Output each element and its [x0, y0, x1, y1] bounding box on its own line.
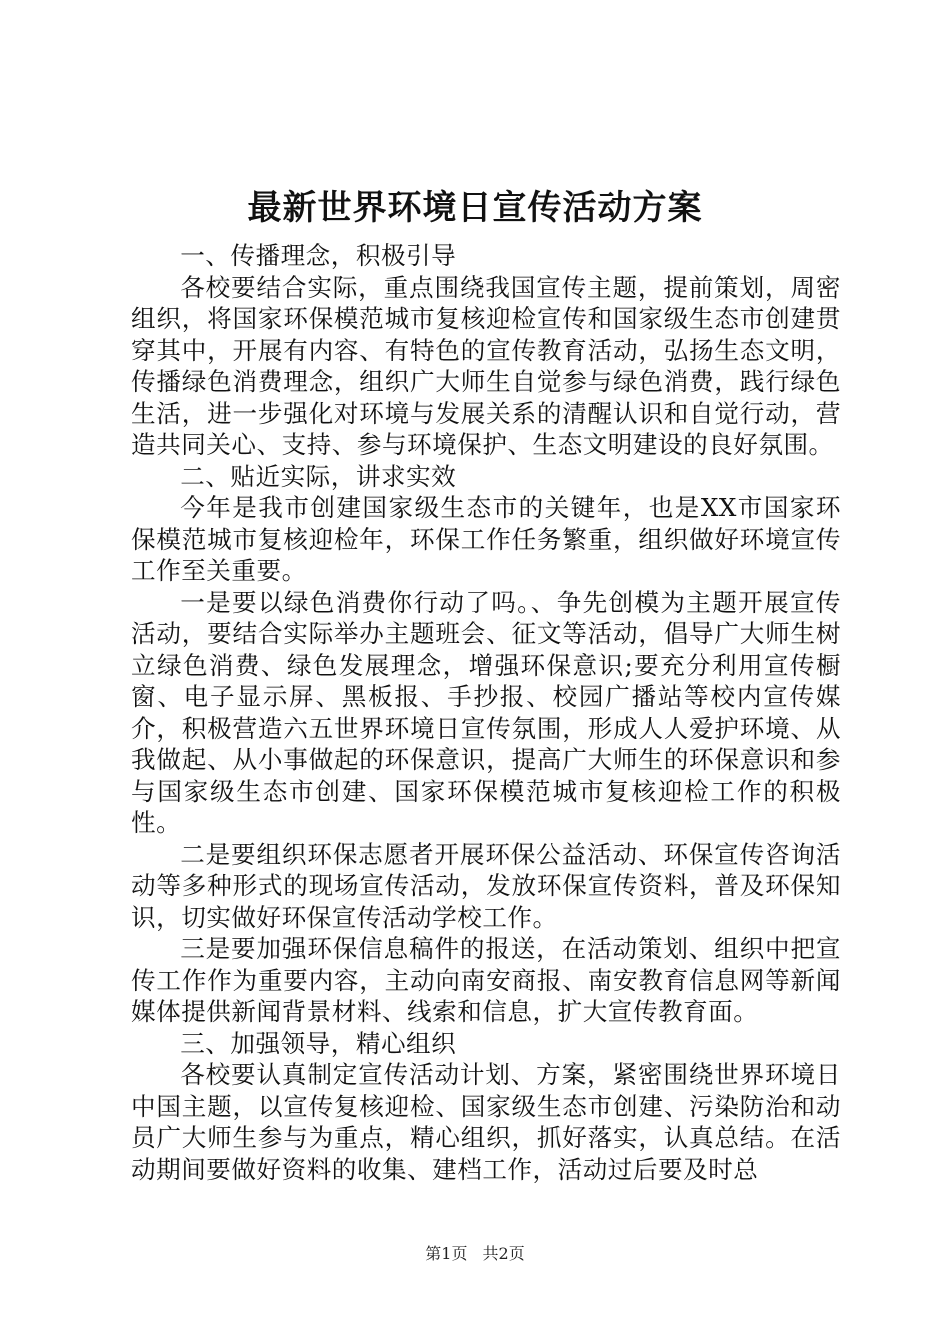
- paragraph: 各校要结合实际，重点围绕我国宣传主题，提前策划，周密组织，将国家环保模范城市复核迎检宣传和国家级生态市创建贯穿其中，开展有内容、有特色的宣传教育活动，弘扬生态文明，传播绿色消费理念，组织广大师生自觉参与绿色消费，践行绿色生活，进一步强化对环境与发展关系的清醒认识和自觉行动，营造共同关心、支持、参与环境保护、生态文明建设的良好氛围。: [131, 272, 841, 459]
- paragraph: 各校要认真制定宣传活动计划、方案，紧密围绕世界环境日中国主题，以宣传复核迎检、国家级生态市创建、污染防治和动员广大师生参与为重点，精心组织，抓好落实，认真总结。在活动期间要做好资料的收集、建档工作，活动过后要及时总: [131, 1060, 841, 1184]
- paragraph: 一是要以绿色消费你行动了吗。、争先创模为主题开展宣传活动，要结合实际举办主题班会、征文等活动，倡导广大师生树立绿色消费、绿色发展理念，增强环保意识;要充分利用宣传橱窗、电子显示屏、黑板报、手抄报、校园广播站等校内宣传媒介，积极营造六五世界环境日宣传氛围，形成人人爱护环境、从我做起、从小事做起的环保意识，提高广大师生的环保意识和参与国家级生态市创建、国家环保模范城市复核迎检工作的积极性。: [131, 587, 841, 837]
- section-heading-2: 二、贴近实际，讲求实效: [180, 461, 457, 491]
- page-number: 第1页: [425, 1244, 468, 1263]
- document-body: [131, 240, 841, 1185]
- paragraph: 三是要加强环保信息稿件的报送，在活动策划、组织中把宣传工作作为重要内容，主动向南安商报、南安教育信息网等新闻媒体提供新闻背景材料、线索和信息，扩大宣传教育面。: [131, 934, 841, 1026]
- section-heading-1: 一、传播理念，积极引导: [180, 241, 457, 270]
- page-total: 共2页: [482, 1244, 525, 1263]
- paragraph: 二是要组织环保志愿者开展环保公益活动、环保宣传咨询活动等多种形式的现场宣传活动，发放环保宣传资料，普及环保知识，切实做好环保宣传活动学校工作。: [131, 839, 841, 932]
- document-title: 最新世界环境日宣传活动方案: [247, 188, 703, 228]
- section-heading-3: 三、加强领导，精心组织: [180, 1028, 457, 1058]
- page-footer: [0, 1244, 950, 1264]
- paragraph: 今年是我市创建国家级生态市的关键年，也是XX市国家环保模范城市复核迎检年，环保工作任务繁重，组织做好环境宣传工作至关重要。: [131, 493, 841, 585]
